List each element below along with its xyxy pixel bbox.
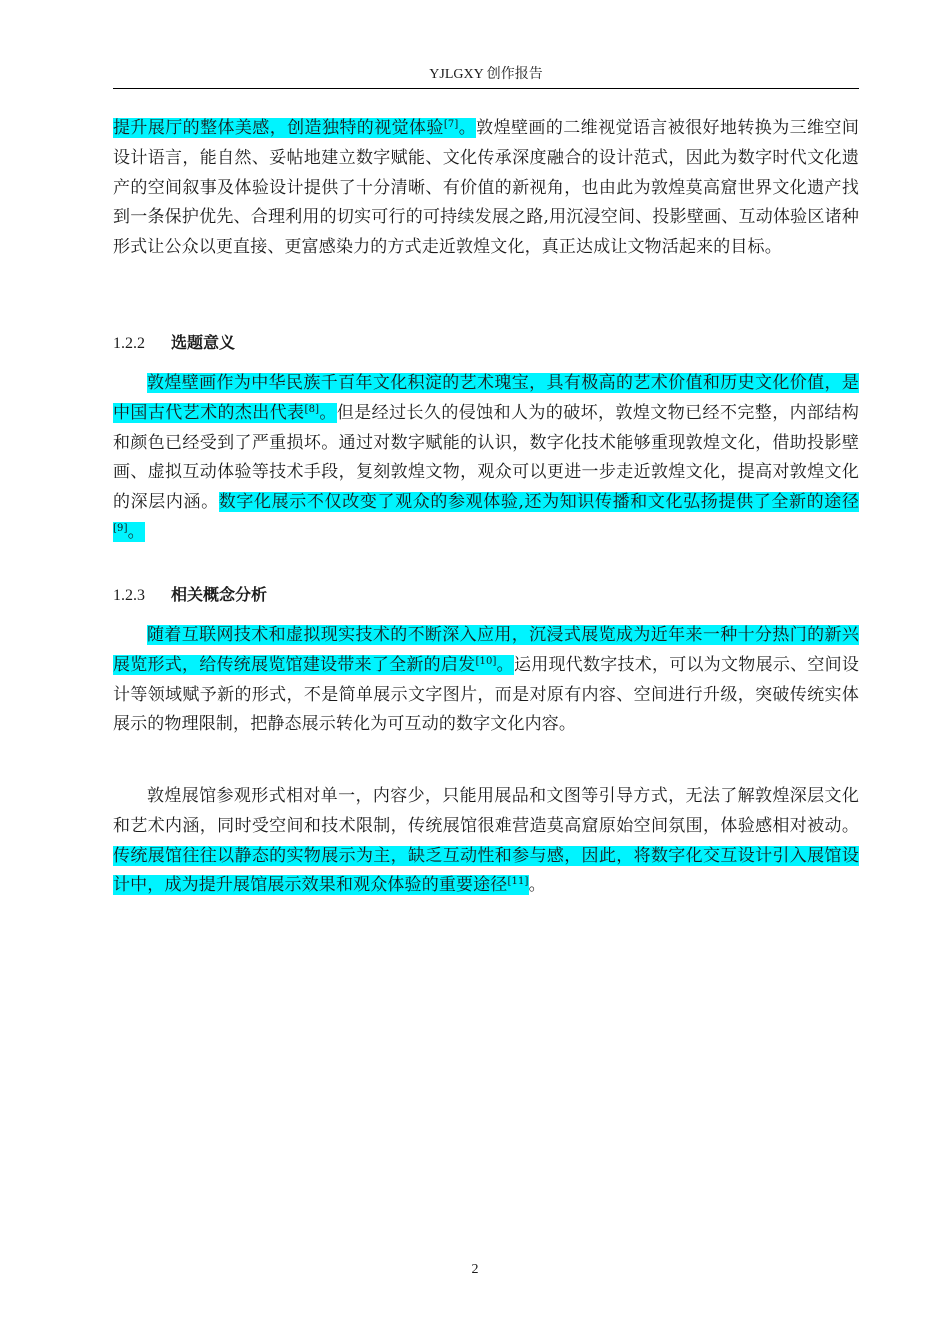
page-header: YJLGXY 创作报告 — [429, 67, 543, 82]
section-number: 1.2.3 — [113, 587, 145, 604]
citation: [11] — [507, 876, 529, 888]
highlight: 数字化展示不仅改变了观众的参观体验,还为知识传播和文化弘扬提供了全新的途径[9]。 — [113, 492, 859, 542]
paragraph-4: 敦煌展馆参观形式相对单一，内容少，只能用展品和文图等引导方式，无法了解敦煌深层文化和艺术内涵，同时受空间和技术限制，传统展馆很难营造莫高窟原始空间氛围，体验感相对被动。传统展馆往往以静态的实物展示为主，缺乏互动性和参与感，因此，将数字化交互设计引入展馆设计中，成为提升展馆展示效果和观众体验的重要途径[11]。 — [113, 786, 859, 896]
highlight: 敦煌壁画作为中华民族千百年文化积淀的艺术瑰宝，具有极高的艺术价值和历史文化价值，是中国古代艺术的杰出代表[8]。 — [113, 373, 859, 423]
paragraph-text: 敦煌壁画的二维视觉语言被很好地转换为三维空间设计语言，能自然、妥帖地建立数字赋能、文化传承深度融合的设计范式，因此为数字时代文化遗产的空间叙事及体验设计提供了十分清晰、有价值的新视角，也由此为敦煌莫高窟世界文化遗产找到一条保护优先、合理利用的切实可行的可持续发展之路,用沉浸空间、投影壁画、互动体验区诸种形式让公众以更直接、更富感染力的方式走近敦煌文化，真正达成让文物活起来的目标。 — [113, 118, 859, 258]
section-number: 1.2.2 — [113, 335, 145, 352]
citation: [10] — [475, 655, 497, 667]
paragraph-2 — [113, 369, 859, 548]
section-heading-1-2-3 — [113, 585, 267, 606]
paragraph-3 — [113, 621, 859, 740]
highlight: 随着互联网技术和虚拟现实技术的不断深入应用，沉浸式展览成为近年来一种十分热门的新兴展览形式，给传统展览馆建设带来了全新的启发[10]。 — [113, 625, 859, 675]
section-title: 相关概念分析 — [171, 585, 268, 604]
citation: [7] — [443, 119, 459, 130]
citation: [9] — [113, 522, 128, 534]
highlight: 提升展厅的整体美感，创造独特的视觉体验[7]。 — [113, 118, 477, 138]
highlight: 传统展馆往往以静态的实物展示为主，缺乏互动性和参与感，因此，将数字化交互设计引入展馆设计中，成为提升展馆展示效果和观众体验的重要途径[11] — [113, 845, 859, 896]
citation: [8] — [304, 403, 320, 415]
paragraph-text: 运用现代数字技术，可以为文物展示、空间设计等领域赋予新的形式，不是简单展示文字图片，而是对原有内容、空间进行升级，突破传统实体展示的物理限制，把静态展示转化为可互动的数字文化内容。 — [113, 654, 860, 735]
page-number: 2 — [471, 1262, 479, 1277]
section-heading-1-2-2 — [113, 333, 235, 354]
section-title: 选题意义 — [171, 333, 236, 352]
header-rule — [113, 88, 859, 89]
paragraph-1 — [113, 114, 859, 263]
paragraph-text: 敦煌展馆参观形式相对单一，内容少，只能用展品和文图等引导方式，无法了解敦煌深层文化和艺术内涵，同时受空间和技术限制，传统展馆很难营造莫高窟原始空间氛围，体验感相对被动。 — [113, 786, 859, 836]
paragraph-text: 但是经过长久的侵蚀和人为的破坏，敦煌文物已经不完整，内部结构和颜色已经受到了严重损坏。通过对数字赋能的认识，数字化技术能够重现敦煌文化，借助投影壁画、虚拟互动体验等技术手段，复刻敦煌文物，观众可以更进一步走近敦煌文化，提高对敦煌文化的深层内涵。 — [113, 402, 859, 513]
